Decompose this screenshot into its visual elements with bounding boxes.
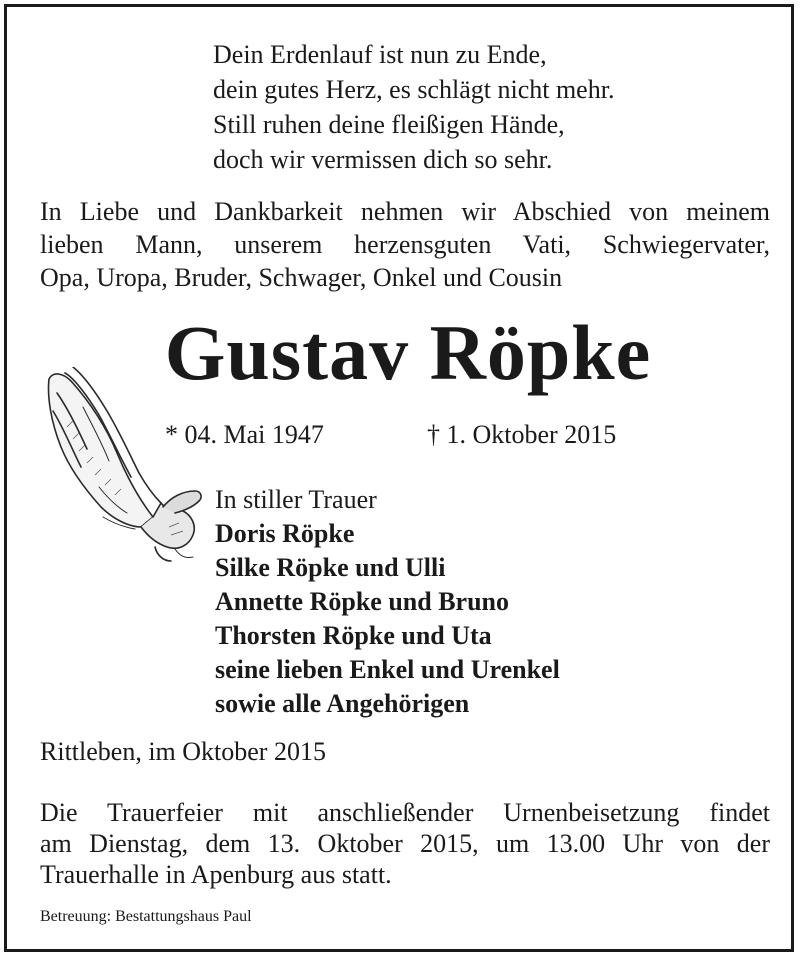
mourner-name: Doris Röpke bbox=[215, 519, 355, 548]
farewell-text bbox=[40, 195, 770, 294]
place-date: Rittleben, im Oktober 2015 bbox=[40, 737, 326, 766]
service-line: Die Trauerfeier mit anschließender Urnenbeisetzung findet bbox=[40, 798, 770, 827]
mourner-name: Thorsten Röpke und Uta bbox=[215, 621, 492, 650]
memorial-poem bbox=[213, 37, 614, 177]
mourner-name: Silke Röpke und Ulli bbox=[215, 553, 446, 582]
funeral-home: Betreuung: Bestattungshaus Paul bbox=[40, 908, 252, 925]
service-info bbox=[40, 797, 770, 890]
birth-date: * 04. Mai 1947 bbox=[165, 420, 324, 449]
mourners-list bbox=[215, 483, 560, 721]
death-date: † 1. Oktober 2015 bbox=[427, 420, 617, 449]
deceased-name: Gustav Röpke bbox=[164, 309, 652, 396]
intro-line: Opa, Uropa, Bruder, Schwager, Onkel und Cousin bbox=[40, 263, 563, 292]
poem-line: dein gutes Herz, es schlägt nicht mehr. bbox=[213, 75, 615, 104]
mourners-heading: In stiller Trauer bbox=[215, 485, 377, 514]
service-line: Trauerhalle in Apenburg aus statt. bbox=[40, 860, 392, 889]
service-line: am Dienstag, dem 13. Oktober 2015, um 13.00 Uhr von der bbox=[40, 829, 770, 858]
mourner-name: sowie alle Angehörigen bbox=[215, 689, 470, 718]
poem-line: Still ruhen deine fleißigen Hände, bbox=[213, 110, 565, 139]
mourner-name: Annette Röpke und Bruno bbox=[215, 587, 510, 616]
praying-hands-icon bbox=[43, 367, 203, 562]
poem-line: Dein Erdenlauf ist nun zu Ende, bbox=[213, 40, 547, 69]
mourner-name: seine lieben Enkel und Urenkel bbox=[215, 655, 560, 684]
obituary-notice bbox=[4, 4, 794, 952]
poem-line: doch wir vermissen dich so sehr. bbox=[213, 145, 553, 174]
intro-line: In Liebe und Dankbarkeit nehmen wir Abschied von meinem bbox=[40, 197, 770, 226]
intro-line: lieben Mann, unserem herzensguten Vati, Schwiegervater, bbox=[40, 230, 770, 259]
